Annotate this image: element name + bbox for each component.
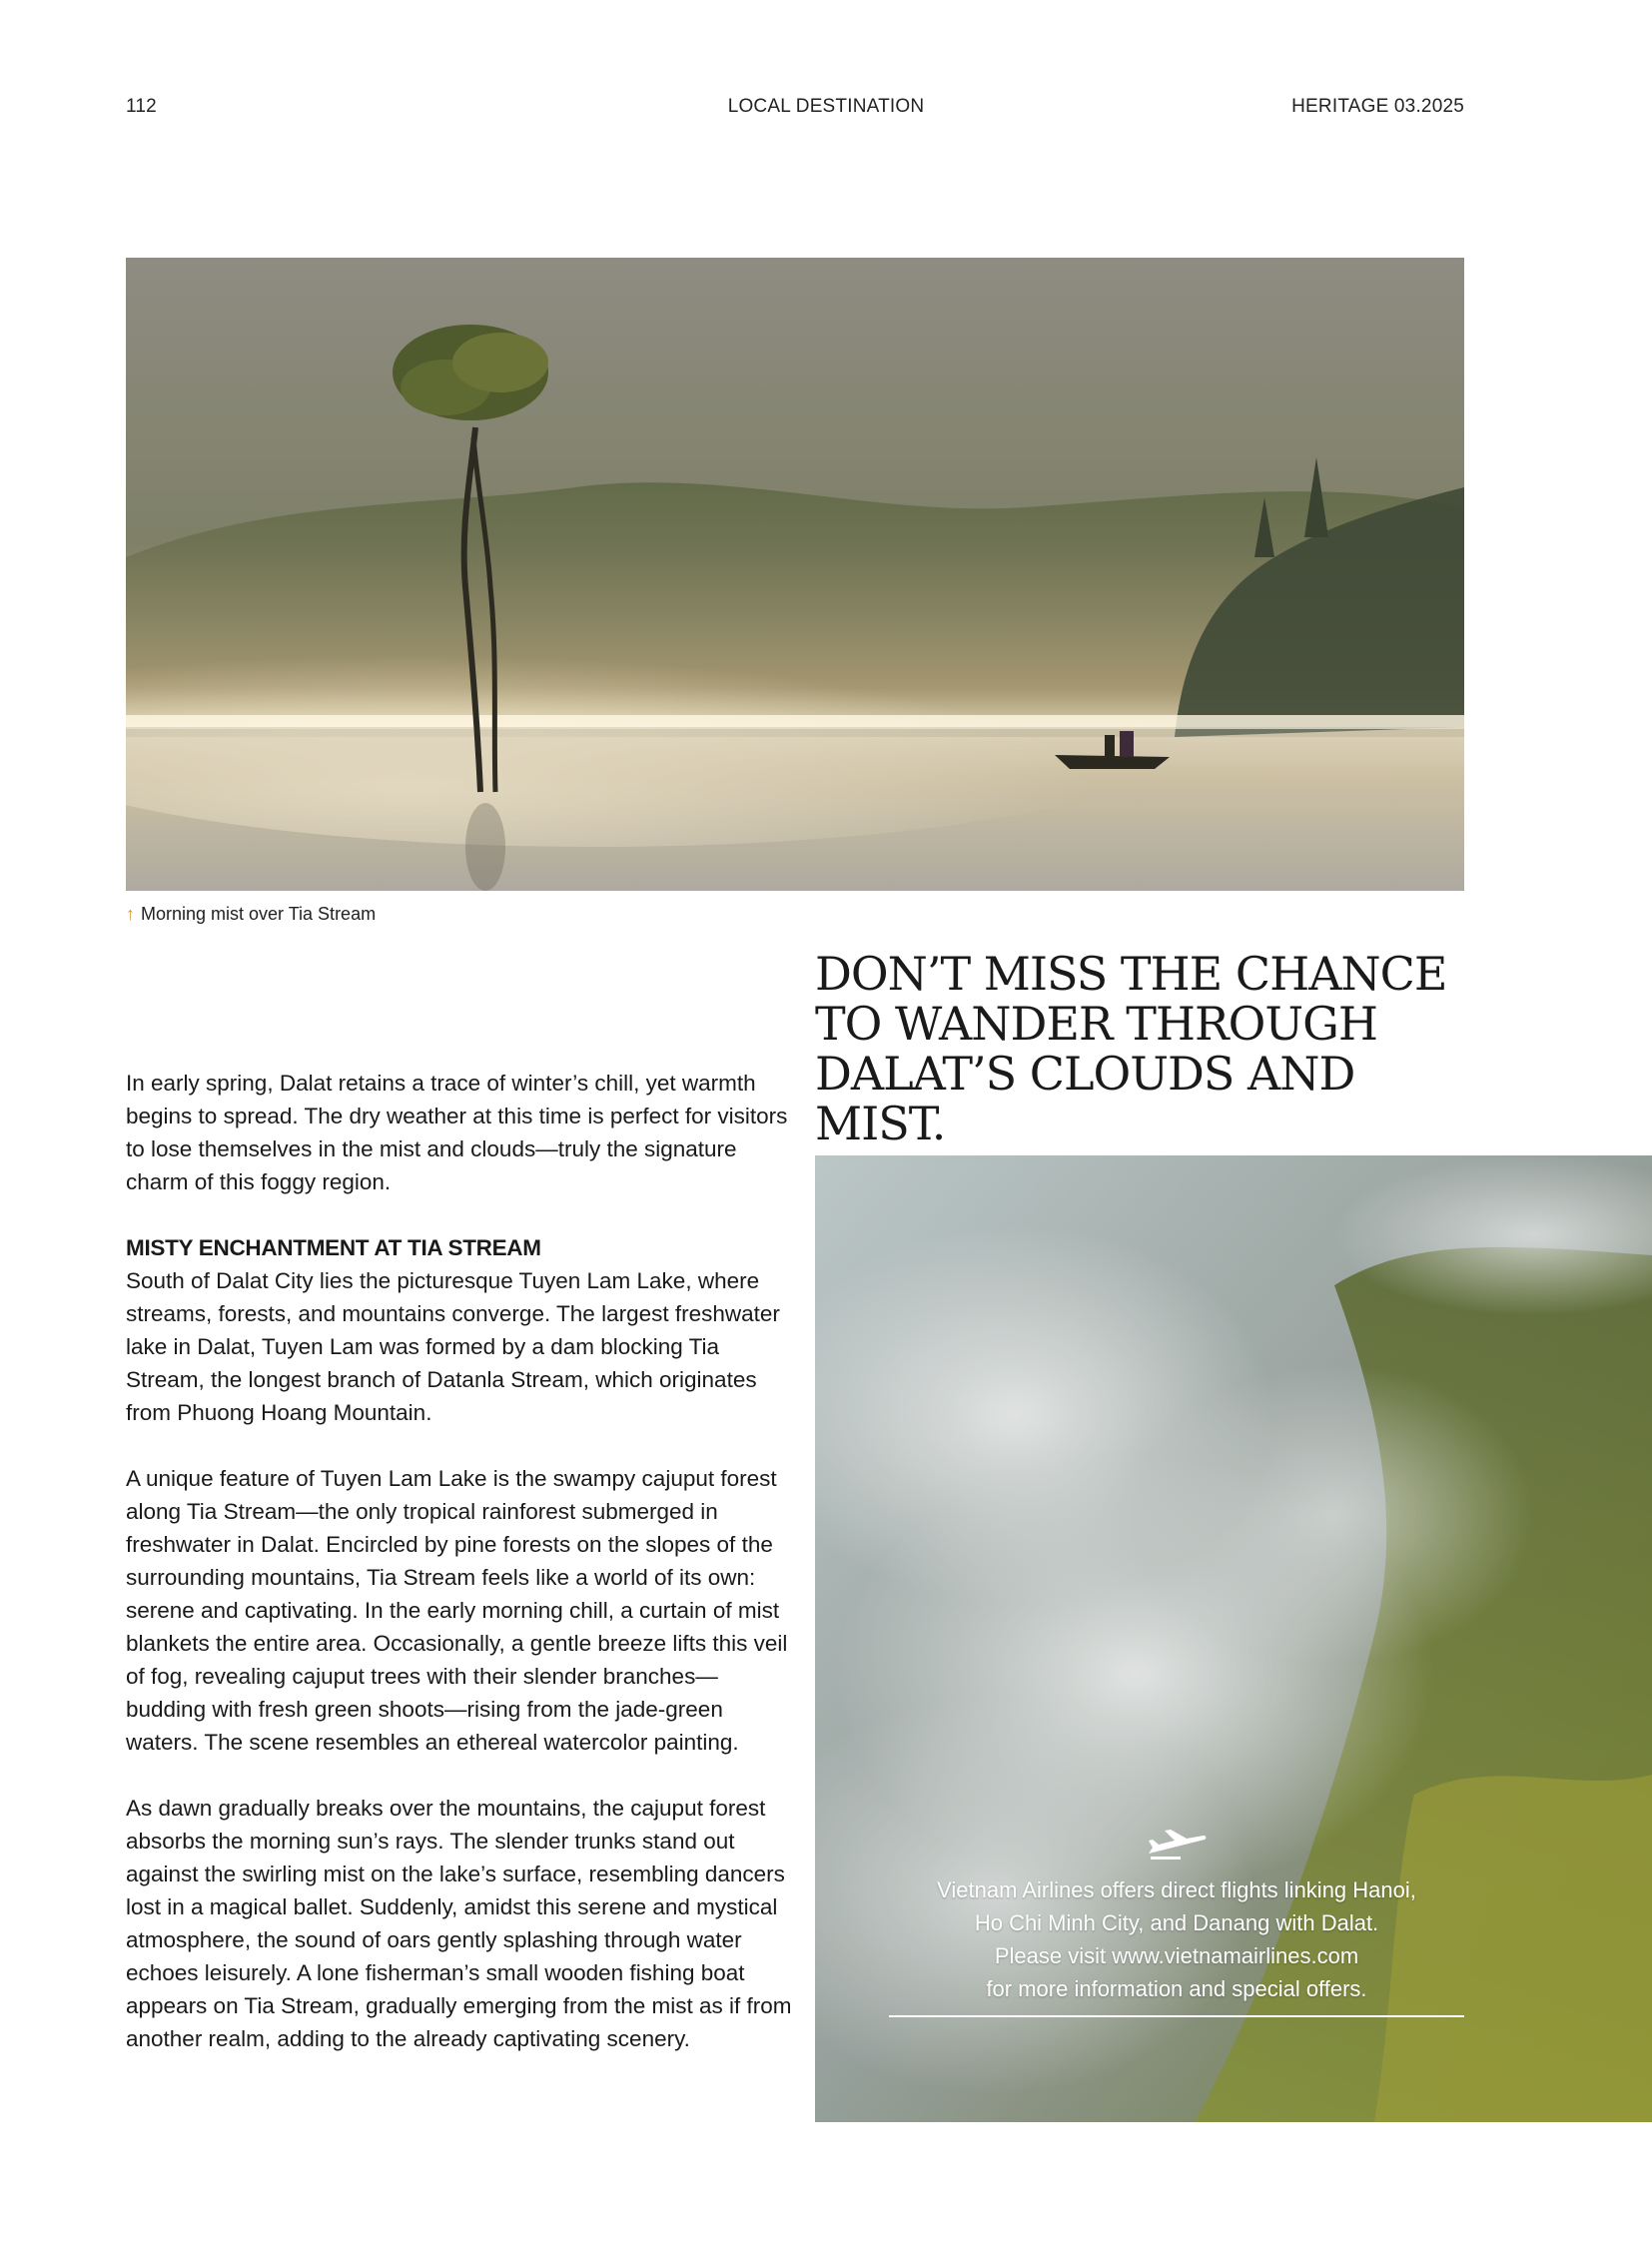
intro-paragraph: In early spring, Dalat retains a trace of winter’s chill, yet warmth begins to spread. The dry weather at this time is perfect for visitors to lose themselves in the mist and clouds—truly the signature charm of this foggy region.	[126, 1071, 788, 1194]
paragraph-tuyen-lam: South of Dalat City lies the picturesque Tuyen Lam Lake, where streams, forests, and mountains converge. The largest freshwater lake in Dalat, Tuyen Lam was formed by a dam blocking Tia Stream, the longest branch of Datanla Stream, which originates from Phuong Hoang Mountain.	[126, 1268, 780, 1425]
paragraph-cajuput-forest: A unique feature of Tuyen Lam Lake is the swampy cajuput forest along Tia Stream—the only tropical rainforest submerged in freshwater in Dalat. Encircled by pine forests on the slopes of the surrounding mountains, Tia Stream feels like a world of its own: serene and captivating. In the early morning chill, a curtain of mist blankets the entire area. Occasionally, a gentle breeze lifts this veil of fog, revealing cajuput trees with their slender branches—budding with fresh green shoots—rising from the jade-green waters. The scene resembles an ethereal watercolor painting.	[126, 1466, 788, 1755]
photo-caption	[126, 904, 376, 925]
paragraph-dawn: As dawn gradually breaks over the mountains, the cajuput forest absorbs the morning sun’s rays. The slender trunks stand out against the swirling mist on the lake’s surface, resembling dancers lost in a magical ballet. Suddenly, amidst this serene and mystical atmosphere, the sound of oars gently splashing through water echoes leisurely. A lone fisherman’s small wooden fishing boat appears on Tia Stream, gradually emerging from the mist as if from another realm, adding to the already captivating scenery.	[126, 1796, 792, 2051]
promo-line-4: for more information and special offers.	[986, 1976, 1367, 2001]
section-heading: MISTY ENCHANTMENT AT TIA STREAM	[126, 1235, 541, 1260]
promo-divider	[889, 2015, 1464, 2017]
airplane-icon	[1145, 1826, 1209, 1862]
airline-promo	[889, 1826, 1464, 2017]
article-body	[126, 1067, 795, 2088]
pull-quote: DON’T MISS THE CHANCE TO WANDER THROUGH DALAT’S CLOUDS AND MIST.	[815, 947, 1447, 1150]
promo-line-2: Ho Chi Minh City, and Danang with Dalat.	[974, 1910, 1379, 1935]
caption-text: Morning mist over Tia Stream	[141, 904, 377, 924]
page-number: 112	[126, 96, 157, 117]
promo-line-1: Vietnam Airlines offers direct flights linking Hanoi,	[937, 1877, 1416, 1902]
section-title: LOCAL DESTINATION	[727, 96, 925, 117]
arrow-up-icon: ↑	[126, 904, 135, 924]
promo-line-3[interactable]: Please visit www.vietnamairlines.com	[994, 1943, 1359, 1968]
issue-label: HERITAGE 03.2025	[1291, 96, 1464, 117]
tia-stream-mist-photo	[126, 258, 1464, 891]
